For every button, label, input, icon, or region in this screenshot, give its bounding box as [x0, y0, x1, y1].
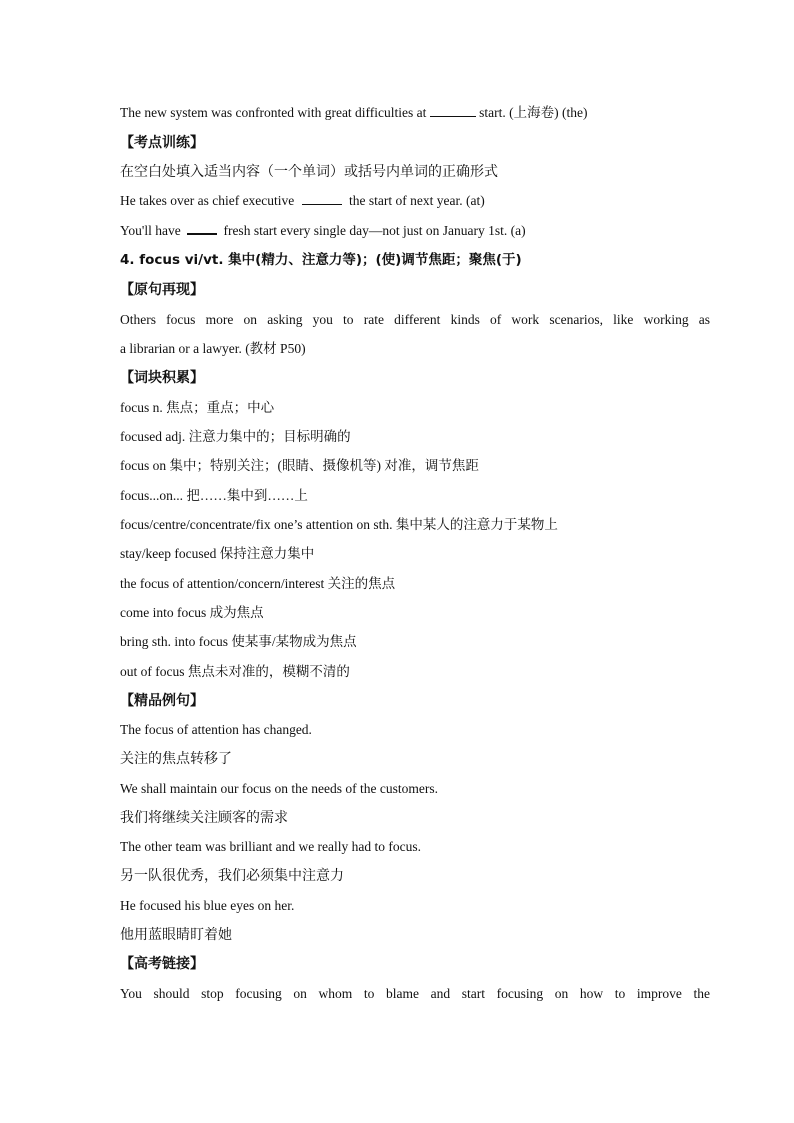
- phrase-item: bring sth. into focus 使某事/某物成为焦点: [120, 634, 357, 649]
- phrase-item: focus...on... 把……集中到……上: [120, 488, 308, 503]
- phrase-item: focus on 集中；特别关注；(眼睛、摄像机等) 对准，调节焦距: [120, 458, 479, 473]
- example-english: The other team was brilliant and we really had to focus.: [120, 839, 422, 854]
- section-heading-original: 【原句再现】: [120, 282, 204, 298]
- example-english: He focused his blue eyes on her.: [120, 898, 295, 913]
- example-chinese: 关注的焦点转移了: [120, 751, 232, 767]
- example-chinese: 他用蓝眼睛盯着她: [120, 927, 232, 943]
- entry-heading: 4. focus vi/vt. 集中(精力、注意力等)；(使)调节焦距；聚焦(于): [120, 252, 522, 268]
- phrase-item: focus n. 焦点；重点；中心: [120, 400, 275, 415]
- fill-blank: [187, 221, 217, 235]
- sentence-part: He takes over as chief executive: [120, 193, 295, 208]
- exercise-item: [120, 221, 710, 241]
- example-english: The focus of attention has changed.: [120, 722, 312, 737]
- phrase-item: focused adj. 注意力集中的；目标明确的: [120, 429, 351, 444]
- sentence-part: the start of next year. (at): [349, 193, 485, 208]
- exercise-item: [120, 191, 710, 211]
- section-heading-examples: 【精品例句】: [120, 693, 204, 709]
- example-chinese: 另一队很优秀，我们必须集中注意力: [120, 868, 344, 884]
- original-sentence-cont: a librarian or a lawyer. (教材 P50): [120, 341, 306, 356]
- section-heading-exercise: 【考点训练】: [120, 135, 204, 151]
- section-heading-phrases: 【词块积累】: [120, 370, 204, 386]
- sentence-part: fresh start every single day—not just on January 1st. (a): [223, 223, 526, 238]
- sentence-part: The new system was confronted with great difficulties at: [120, 105, 427, 120]
- example-sentence-line: [120, 103, 710, 123]
- example-chinese: 我们将继续关注顾客的需求: [120, 810, 288, 826]
- gaokao-sentence: You should stop focusing on whom to blame and start focusing on how to improve the: [120, 986, 710, 1001]
- example-english: We shall maintain our focus on the needs of the customers.: [120, 781, 438, 796]
- fill-blank: [430, 104, 476, 117]
- section-heading-gaokao: 【高考链接】: [120, 956, 204, 972]
- fill-blank: [302, 192, 342, 205]
- original-sentence: Others focus more on asking you to rate different kinds of work scenarios, like working as: [120, 312, 710, 327]
- phrase-item: out of focus 焦点未对准的，模糊不清的: [120, 664, 350, 679]
- phrase-item: stay/keep focused 保持注意力集中: [120, 546, 315, 561]
- sentence-part: start. (上海卷) (the): [479, 105, 588, 120]
- instruction-text: 在空白处填入适当内容（一个单词）或括号内单词的正确形式: [120, 164, 498, 180]
- phrase-item: come into focus 成为焦点: [120, 605, 264, 620]
- phrase-item: focus/centre/concentrate/fix one’s attention on sth. 集中某人的注意力于某物上: [120, 517, 558, 532]
- sentence-part: You'll have: [120, 223, 181, 238]
- phrase-item: the focus of attention/concern/interest 关注的焦点: [120, 576, 396, 591]
